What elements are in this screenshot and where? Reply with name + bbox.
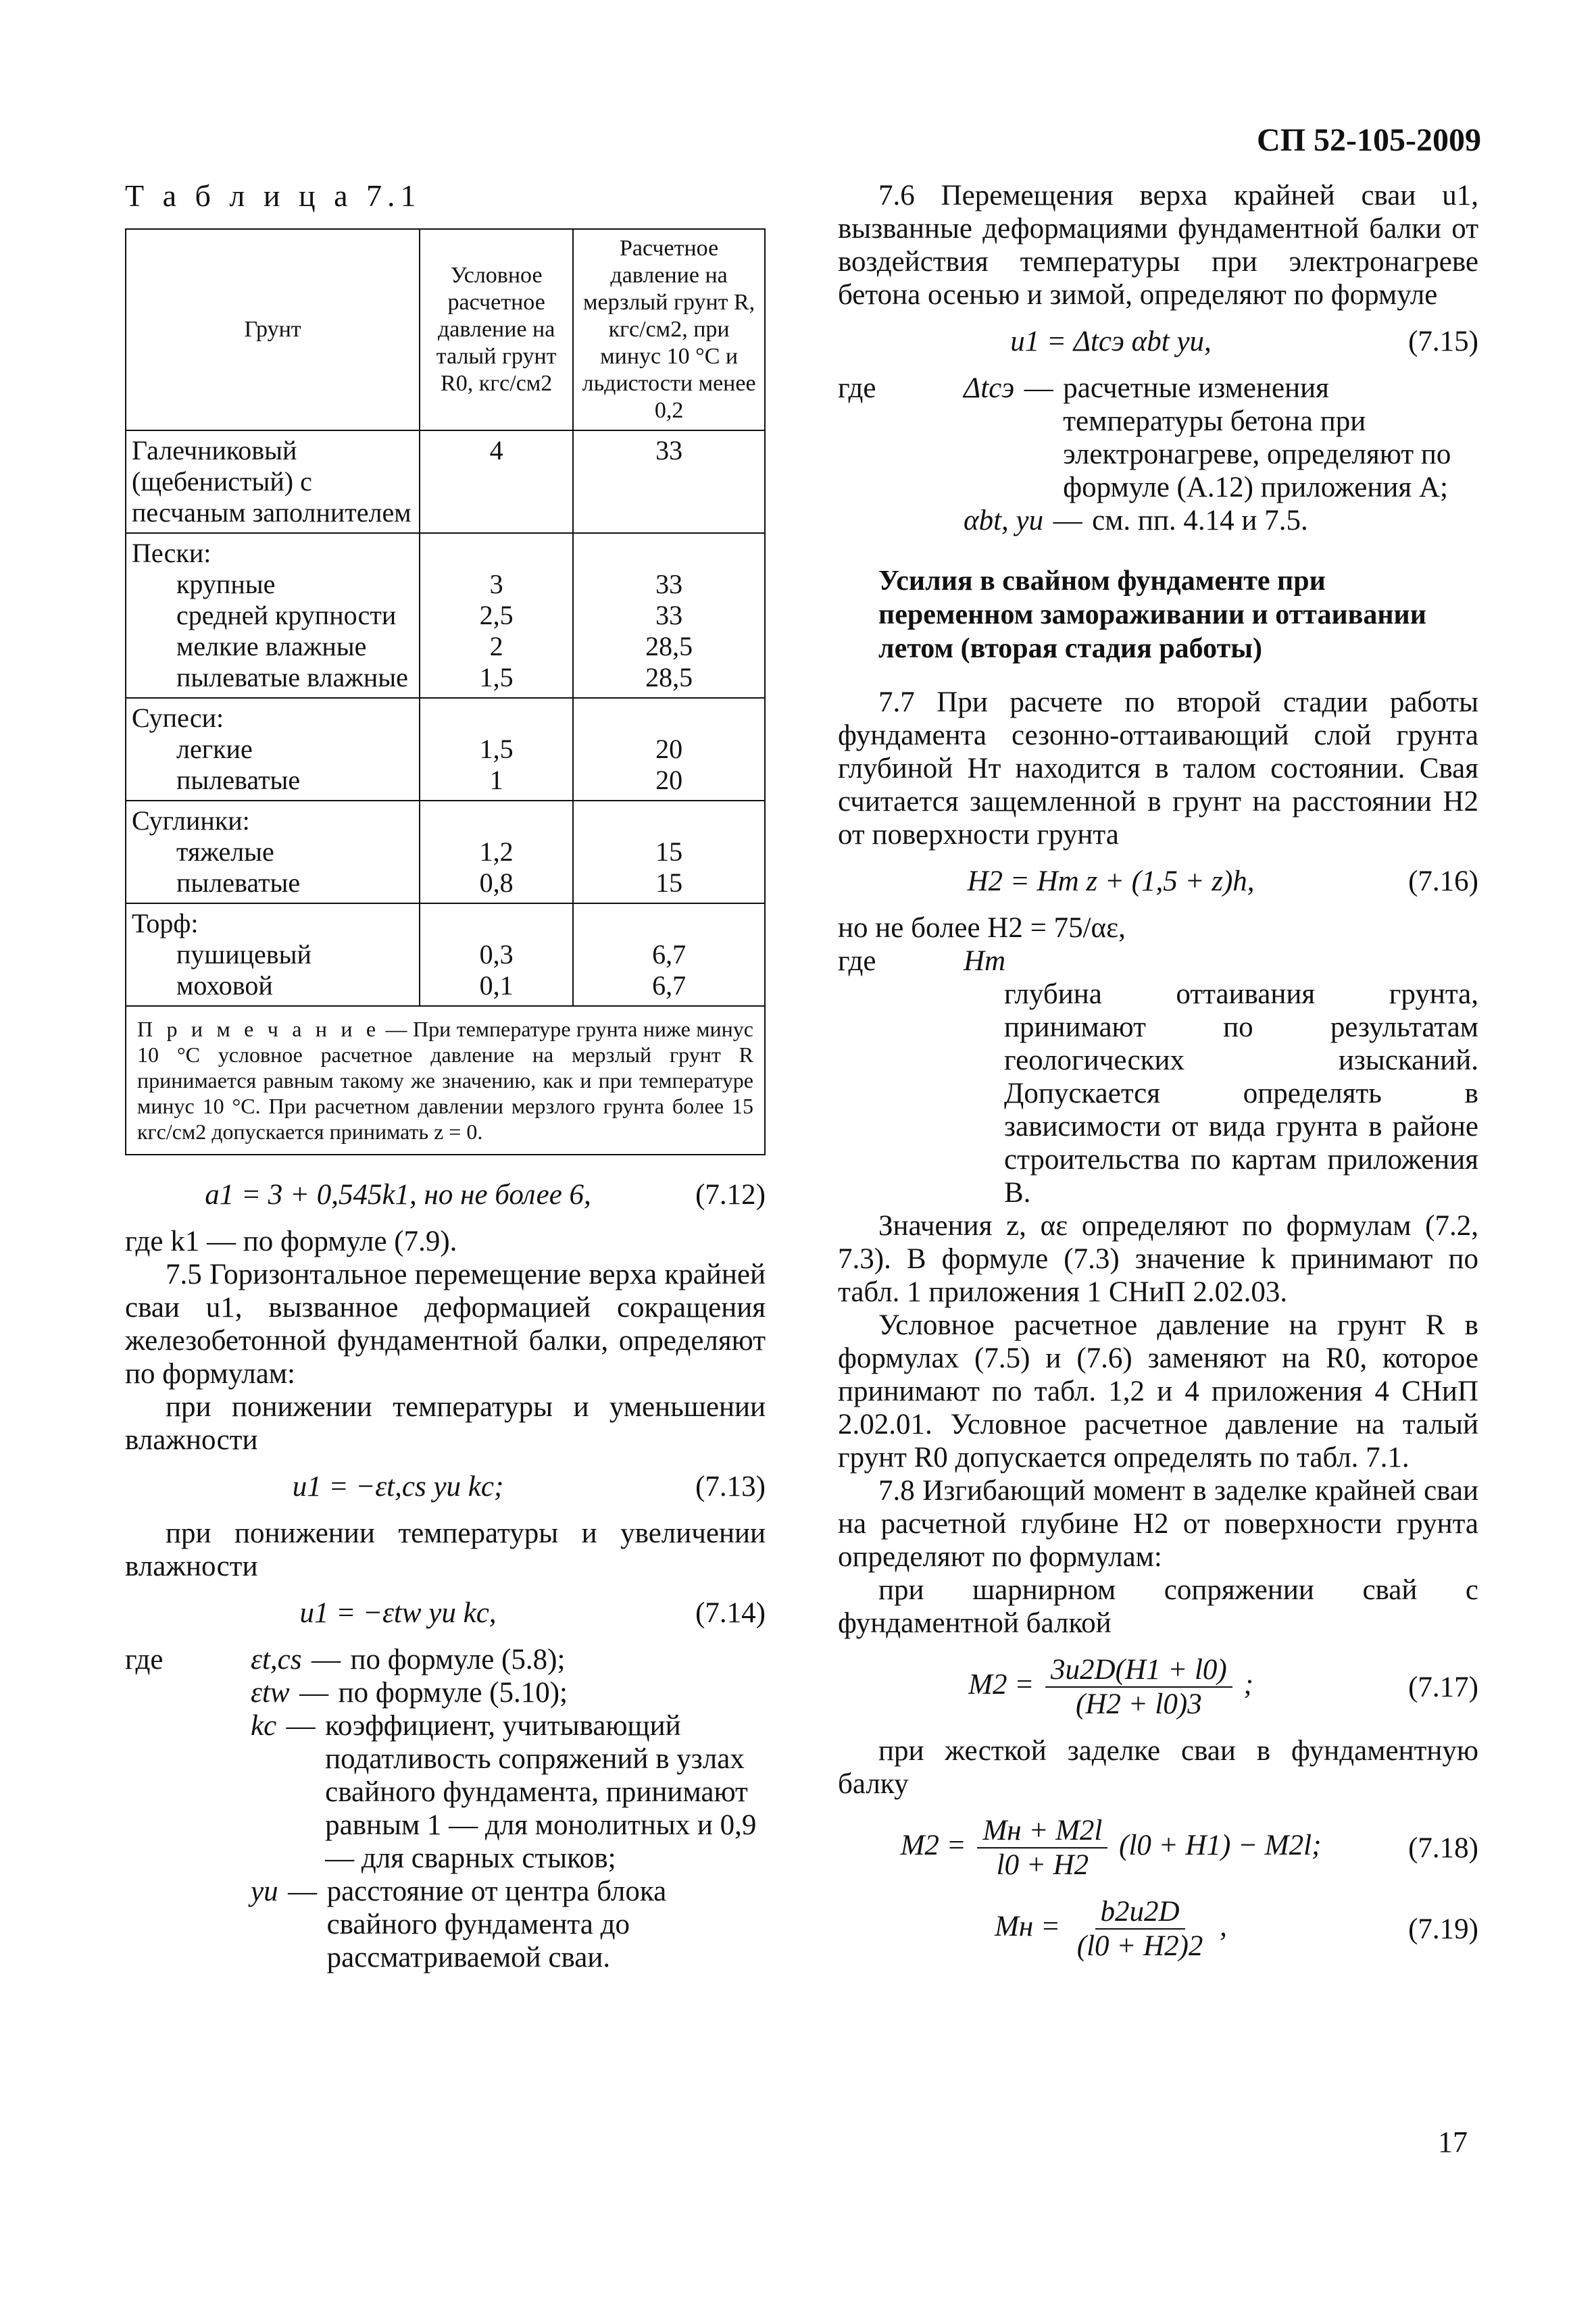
frozen-pressure-cell [573, 698, 765, 801]
thawed-pressure-cell [420, 801, 573, 903]
soil-group-title: Суглинки: [132, 805, 250, 836]
table-note: П р и м е ч а н и е — При температуре грунта ниже минус 10 °С условное расчетное давление на мерзлый грунт R принимается равным такому же значению, как и при температуре минус 10 °С. При расчетном давлении мерзлого грунта более 15 кгс/см2 допускается принимать z = 0. [126, 1006, 765, 1155]
pressure-value: 3 [489, 569, 503, 599]
soil-group-title: Торф: [132, 908, 199, 938]
fraction-7-18: $\frac{Mн + M2l}{l0 + H2}$ [977, 1814, 1107, 1882]
table-row [126, 430, 765, 533]
pressure-value: 2 [489, 631, 503, 661]
formula-7-19: Mн = $\frac{b2u2D}{(l0 + H2)2}$ , (7.19) [995, 1896, 1478, 1962]
formula-7-16: H2 = Hт z + (1,5 + z)h, (7.16) [967, 865, 1478, 897]
soil-type-cell [126, 533, 420, 698]
soil-group-title: Галечниковый (щебенистый) с песчаным заполнителем [132, 435, 412, 528]
where-prefix [125, 1875, 247, 1974]
pressure-value: 4 [489, 435, 503, 466]
pressure-value: 15 [655, 867, 683, 898]
left-where-list [125, 1643, 766, 1974]
paragraph-values: Значения z, αε определяют по формулам (7.2, 7.3). В формуле (7.3) значение k принимают по табл. 1 приложения 1 СНиП 2.02.03. [838, 1210, 1478, 1308]
dash: — [311, 1644, 341, 1676]
where-definition: расстояние от центра блока свайного фундамента до рассматриваемой сваи. [326, 1876, 667, 1973]
header-frozen-pressure: Расчетное давление на мерзлый грунт R, кгс/см2, при минус 10 °С и льдистости менее 0,2 [573, 229, 765, 430]
dash: — [286, 1710, 316, 1742]
where-prefix [125, 1676, 247, 1709]
soil-type-cell [126, 430, 420, 533]
soil-subtype: пылеватые [176, 867, 301, 898]
formula-7-13: u1 = −εt,cs yu kc; (7.13) [292, 1471, 766, 1503]
where-symbol: kc [251, 1710, 277, 1742]
formula-7-18: M2 = $\frac{Mн + M2l}{l0 + H2}$ (l0 + H1) − M2l; (7.18) [900, 1815, 1478, 1881]
soil-subtype: пылеватые влажные [176, 662, 408, 693]
case-decrease-humidity: при понижении температуры и уменьшении влажности [125, 1391, 766, 1456]
right-column [838, 179, 1478, 1976]
table-row [126, 698, 765, 801]
formula-7-12-where: где k1 — по формуле (7.9). [125, 1226, 457, 1257]
where-definition: по формуле (5.10); [338, 1677, 568, 1709]
paragraph-7-6: 7.6 Перемещения верха крайней сваи u1, вызванные деформациями фундаментной балки от воздействия температуры при электронагреве бетона осенью и зимой, определяют по формуле [838, 180, 1478, 311]
where-symbol: εt,cs [251, 1644, 302, 1676]
right-where-thaw-depth: где Hт [838, 945, 1006, 977]
thawed-pressure-cell [420, 698, 573, 801]
thaw-depth-definition: глубина оттаивания грунта, принимают по результатам геологических изысканий. Допускается определять в зависимости от вида грунта в районе строительства по картам приложения В. [1004, 978, 1478, 1209]
page-number: 17 [1438, 2126, 1468, 2159]
case-hinged: при шарнирном сопряжении свай с фундаментной балкой [838, 1574, 1478, 1639]
soil-group-title: Пески: [132, 538, 211, 568]
where-definition: см. пп. 4.14 и 7.5. [1092, 505, 1308, 536]
case-rigid: при жесткой заделке сваи в фундаментную балку [838, 1735, 1478, 1800]
paragraph-7-7: 7.7 При расчете по второй стадии работы фундамента сезонно-оттаивающий слой грунта глубиной Hт находится в талом состоянии. Свая считается защемленной в грунт на расстоянии H2 от поверхности грунта [838, 686, 1478, 851]
pressure-value: 33 [655, 600, 683, 630]
pressure-value: 1 [489, 765, 503, 795]
right-where-list [838, 372, 1478, 537]
soil-pressure-table [125, 228, 766, 1155]
dash: — [288, 1876, 318, 1907]
table-row [126, 903, 765, 1006]
dash: — [1053, 505, 1082, 536]
soil-subtype: средней крупности [176, 600, 397, 630]
where-symbol: αbt, yu [964, 505, 1044, 536]
where-symbol: εtw [251, 1677, 290, 1709]
pressure-value: 20 [655, 765, 683, 795]
thawed-pressure-cell [420, 430, 573, 533]
where-definition: расчетные изменения температуры бетона при электронагреве, определяют по формуле (А.12) приложения А; [1063, 372, 1451, 503]
document-code: СП 52-105-2009 [1257, 122, 1481, 158]
soil-type-cell [126, 801, 420, 903]
table-row [126, 801, 765, 903]
soil-subtype: пылеватые [176, 765, 301, 795]
thawed-pressure-cell [420, 903, 573, 1006]
table-body [126, 430, 765, 1006]
frozen-pressure-cell [573, 430, 765, 533]
paragraph-conditional-pressure: Условное расчетное давление на грунт R в формулах (7.5) и (7.6) заменяют на R0, которое принимают по табл. 1,2 и 4 приложения 4 СНиП 2.02.01. Условное расчетное давление на талый грунт R0 допускается определять по табл. 7.1. [838, 1309, 1478, 1474]
formula-7-15: u1 = Δtсэ αbt yu, (7.15) [1010, 326, 1478, 357]
pressure-value: 0,1 [479, 970, 514, 1001]
table-row [126, 533, 765, 698]
thawed-pressure-cell [420, 533, 573, 698]
where-prefix [838, 504, 959, 537]
pressure-value: 6,7 [652, 939, 687, 970]
soil-subtype: крупные [176, 569, 276, 599]
pressure-value: 1,2 [479, 836, 514, 867]
pressure-value: 1,5 [479, 662, 514, 693]
fraction-7-19: $\frac{b2u2D}{(l0 + H2)2}$ [1076, 1896, 1203, 1962]
soil-subtype: моховой [176, 970, 273, 1001]
pressure-value: 2,5 [479, 600, 514, 630]
soil-subtype: тяжелые [176, 836, 274, 867]
pressure-value: 0,8 [479, 867, 514, 898]
pressure-value: 15 [655, 836, 683, 867]
soil-subtype: пушицевый [176, 939, 311, 970]
pressure-value: 20 [655, 734, 683, 764]
soil-type-cell [126, 698, 420, 801]
where-prefix: где [125, 1644, 164, 1676]
soil-subtype: мелкие влажные [176, 631, 367, 661]
frozen-pressure-cell [573, 533, 765, 698]
left-column [125, 179, 766, 1974]
where-symbol: Δtсэ [964, 372, 1015, 404]
pressure-value: 1,5 [479, 734, 514, 764]
symbol-ht: Hт [964, 945, 1006, 977]
table-header-row [126, 229, 765, 430]
where-prefix: где [838, 372, 876, 404]
table-note-row [126, 1006, 765, 1155]
frozen-pressure-cell [573, 903, 765, 1006]
formula-7-17: M2 = $\frac{3u2D(H1 + l0)}{(H2 + l0)3}$ ; (7.17) [968, 1654, 1478, 1720]
pressure-value: 33 [655, 435, 683, 466]
where-definition: коэффициент, учитывающий податливость сопряжений в узлах свайного фундамента, принимают равным 1 — для монолитных и 0,9 — для сварных стыков; [325, 1710, 757, 1874]
fraction-7-17: $\frac{3u2D(H1 + l0)}{(H2 + l0)3}$ [1045, 1653, 1232, 1721]
paragraph-7-8: 7.8 Изгибающий момент в заделке крайней сваи на расчетной глубине H2 от поверхности грунта определяют по формулам: [838, 1475, 1478, 1573]
paragraph-7-5: 7.5 Горизонтальное перемещение верха крайней сваи u1, вызванное деформацией сокращения железобетонной фундаментной балки, определяют по формулам: [125, 1259, 766, 1390]
frozen-pressure-cell [573, 801, 765, 903]
where-symbol: yu [251, 1876, 278, 1907]
table-title: Т а б л и ц а 7.1 [125, 178, 422, 213]
dash: — [1024, 372, 1053, 404]
pressure-value: 0,3 [479, 939, 514, 970]
dash: — [299, 1677, 329, 1709]
pressure-value: 33 [655, 569, 683, 599]
formula-7-16-condition: но не более H2 = 75/αε, [838, 912, 1126, 944]
pressure-value: 28,5 [645, 662, 693, 693]
pressure-value: 28,5 [645, 631, 693, 661]
formula-7-14: u1 = −εtw yu kc, (7.14) [299, 1597, 766, 1629]
pressure-value: 6,7 [652, 970, 687, 1001]
soil-group-title: Супеси: [132, 703, 224, 733]
where-definition: по формуле (5.8); [350, 1644, 566, 1676]
soil-type-cell [126, 903, 420, 1006]
where-prefix [125, 1709, 247, 1875]
header-thawed-pressure: Условное расчетное давление на талый грунт R0, кгс/см2 [420, 229, 573, 430]
section-heading: Усилия в свайном фундаменте при переменном замораживании и оттаивании летом (вторая стадия работы) [878, 565, 1426, 664]
formula-7-12: a1 = 3 + 0,545k1, но не более 6, (7.12) [205, 1179, 766, 1211]
case-increase-humidity: при понижении температуры и увеличении влажности [125, 1517, 766, 1582]
header-soil: Грунт [126, 229, 420, 430]
soil-subtype: легкие [176, 734, 253, 764]
